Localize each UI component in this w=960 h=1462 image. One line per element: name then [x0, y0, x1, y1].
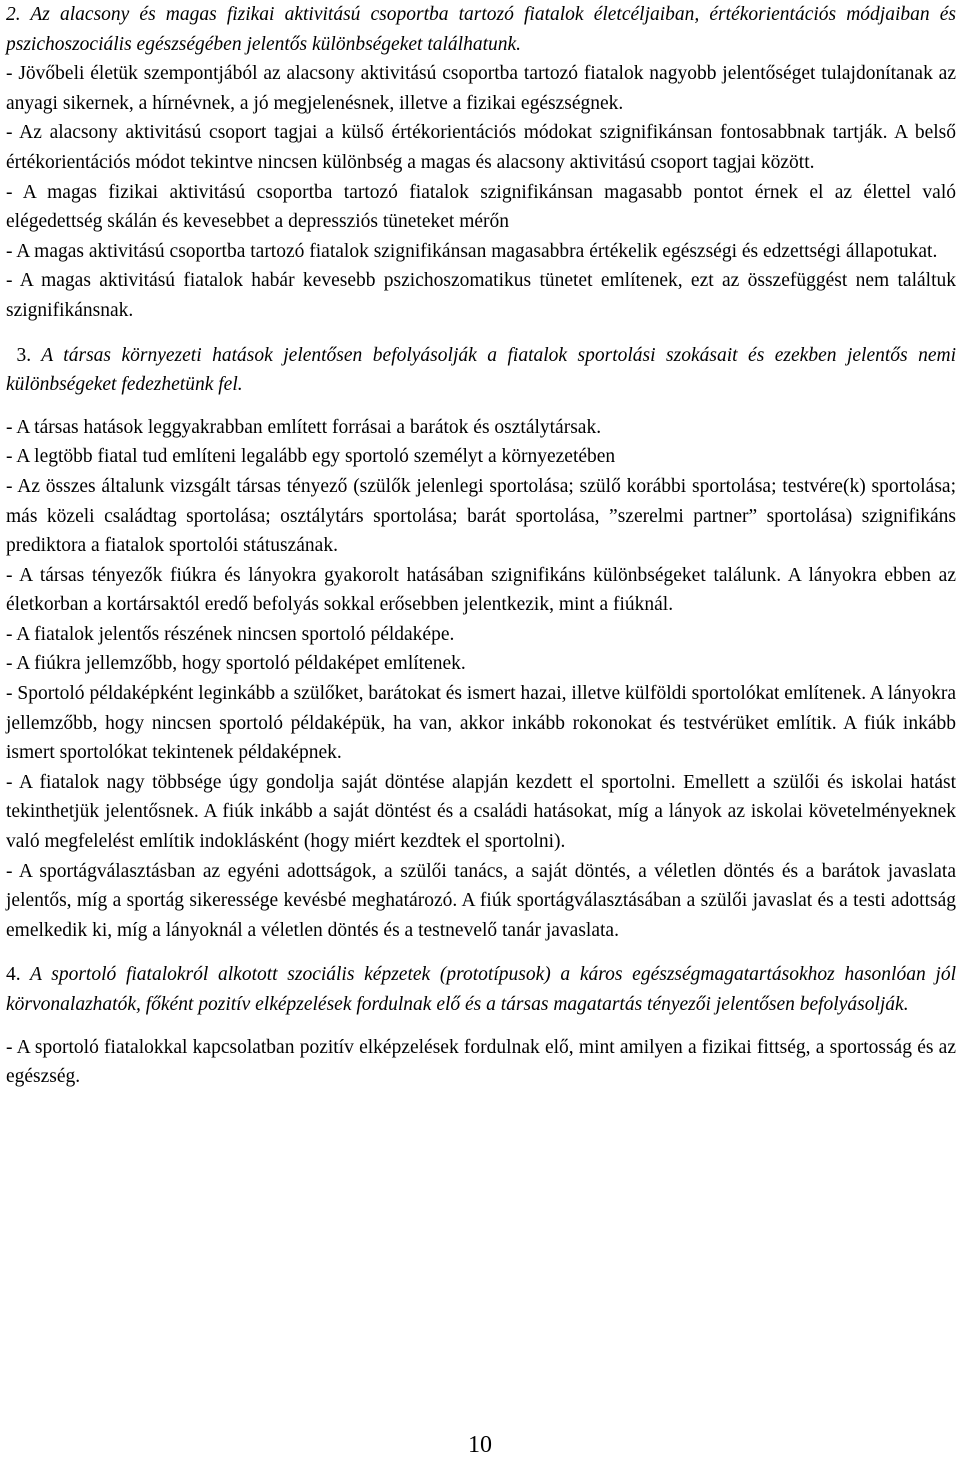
section-3-heading — [6, 341, 956, 400]
section-4-paragraph-1: - A sportoló fiatalokkal kapcsolatban pozitív elképzelések fordulnak elő, mint amilyen a fizikai fittség, a sportosság és az egészség. — [6, 1036, 956, 1088]
section-3-paragraph-9: - A sportágválasztásban az egyéni adottságok, a szülői tanács, a saját döntés, a véletlen döntés és a barátok javaslata jelentős, míg a sportág sikeressége kevésbé meghatározó. A fiúk sportágválasztásában a szülői javaslat és a testi adottság emelkedik ki, míg a lányoknál a véletlen döntés és a testnevelő tanár javaslata. — [6, 860, 956, 941]
section-2-paragraph-5: - A magas aktivitású fiatalok habár kevesebb pszichoszomatikus tünetet említenek, ezt az összefüggést nem találtuk szignifikánsnak. — [6, 270, 956, 321]
section-3-number: 3. — [16, 344, 32, 366]
section-spacer — [6, 400, 956, 413]
section-2-heading: 2. Az alacsony és magas fizikai aktivitású csoportba tartozó fiatalok életcéljaiban, értékorientációs módjaiban és pszichoszociális egészségében jelentős különbségeket találhatunk. — [6, 4, 956, 55]
section-spacer — [6, 1020, 956, 1033]
section-3-heading-text: A társas környezeti hatások jelentősen befolyásolják a fiatalok sportolási szokásait és ezekben jelentős nemi különbségeket fedezhetünk fel. — [6, 344, 957, 396]
section-3-paragraph-2: - A legtöbb fiatal tud említeni legalább egy sportoló személyt a környezetében — [6, 446, 616, 468]
section-3-paragraph-5: - A fiatalok jelentős részének nincsen sportoló példaképe. — [6, 623, 455, 645]
section-4-number: 4. — [6, 964, 21, 986]
section-2-paragraph-1: - Jövőbeli életük szempontjából az alacsony aktivitású csoportba tartozó fiatalok nagyobb jelentőséget tulajdonítanak az anyagi sikernek, a hírnévnek, a jó megjelenésnek, illetve a fizikai egészségnek. — [6, 63, 956, 114]
section-spacer — [6, 326, 956, 341]
section-spacer — [6, 945, 956, 960]
section-4-heading — [6, 960, 956, 1019]
section-3-paragraph-4: - A társas tényezők fiúkra és lányokra gyakorolt hatásában szignifikáns különbségeket találunk. A lányokra ebben az életkorban a kortársaktól eredő befolyás sokkal erősebben jelentkezik, mint a fiúknál. — [6, 564, 956, 616]
section-3-paragraph-8: - A fiatalok nagy többsége úgy gondolja saját döntése alapján kezdett el sportolni. Emellett a szülői és iskolai hatást tekinthetjük jelentősnek. A fiúk inkább a saját döntést és a családi hatásokat, míg a lányok az iskolai követelményeknek való megfelelést említik indoklásként (hogy miért kezdtek el sportolni). — [6, 771, 956, 853]
page-number: 10 — [468, 1432, 492, 1458]
section-3-paragraph-3: - Az összes általunk vizsgált társas tényező (szülők jelenlegi sportolása; szülő korábbi sportolása; testvére(k) sportolása; más közeli családtag sportolása; osztálytárs sportolása; barát sportolása, ”szerelmi partner” sportolása) szignifikáns prediktora a fiatalok sportolói státuszának. — [6, 475, 956, 557]
section-3-paragraph-6: - A fiúkra jellemzőbb, hogy sportoló példaképet említenek. — [6, 653, 466, 675]
section-2-paragraph-2: - Az alacsony aktivitású csoport tagjai a külső értékorientációs módokat szignifikánsan fontosabbnak tartják. A belső értékorientációs módot tekintve nincsen különbség a magas és alacsony aktivitású csoport tagjai között. — [6, 122, 956, 173]
section-2-paragraph-3: - A magas fizikai aktivitású csoportba tartozó fiatalok szignifikánsan magasabb pontot érnek el az élettel való elégedettség skálán és kevesebbet a depressziós tüneteket mérőn — [6, 181, 956, 233]
section-3-paragraph-1: - A társas hatások leggyakrabban említett forrásai a barátok és osztálytársak. — [6, 416, 602, 438]
section-3-paragraph-7: - Sportoló példaképként leginkább a szülőket, barátokat és ismert hazai, illetve külföldi sportolókat említenek. A lányokra jellemzőbb, hogy nincsen sportoló példaképük, ha van, akkor inkább rokonokat és testvérüket említik. A fiúk inkább ismert sportolókat tekintenek példaképnek. — [6, 683, 956, 764]
section-4-heading-text: A sportoló fiatalokról alkotott szociális képzetek (prototípusok) a káros egészségmagatartásokhoz hasonlóan jól körvonalazhatók, főként pozitív elképzelések fordulnak elő és a társas magatartás tényezői jelentősen befolyásolják. — [6, 964, 956, 1015]
section-2-paragraph-4: - A magas aktivitású csoportba tartozó fiatalok szignifikánsan magasabbra értékelik egészségi és edzettségi állapotukat. — [6, 240, 938, 262]
document-page — [6, 0, 956, 1092]
